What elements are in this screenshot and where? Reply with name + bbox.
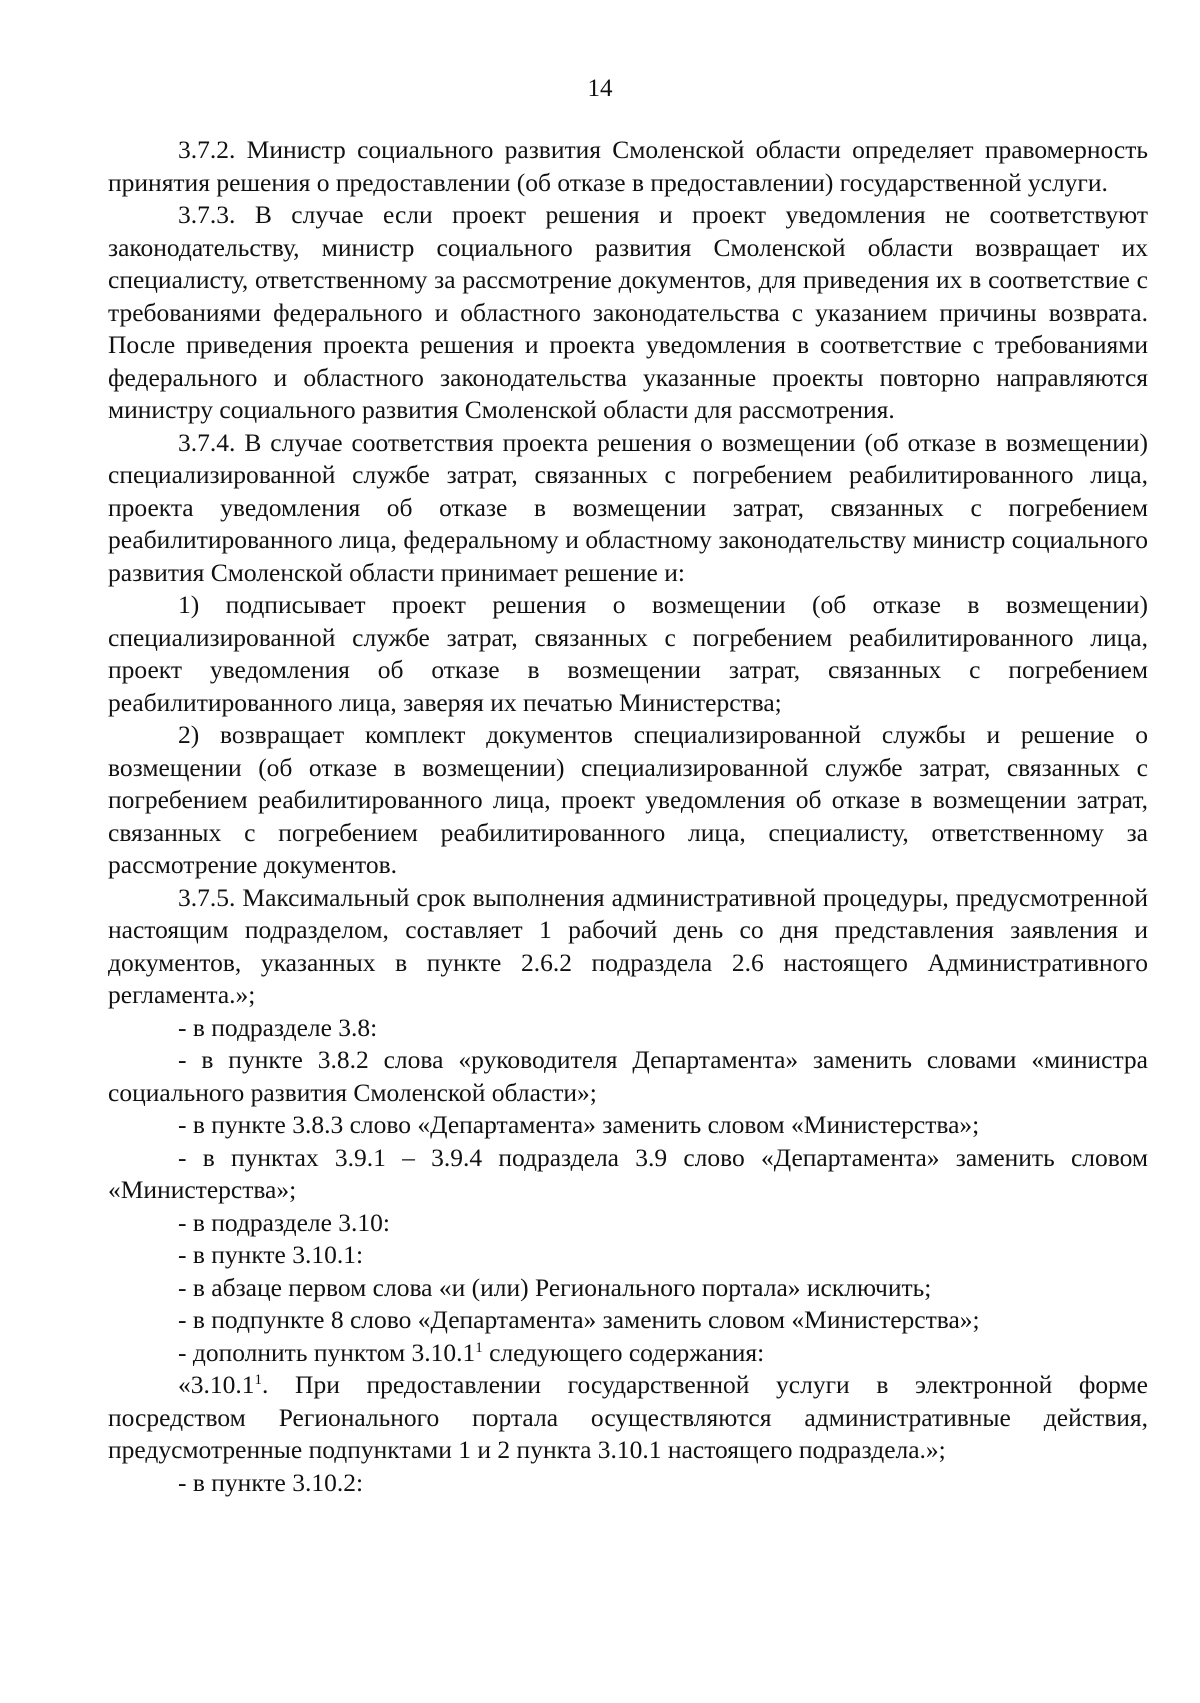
amendment-subitem-8: - в подпункте 8 слово «Департамента» заменить словом «Министерства»; <box>178 1305 980 1334</box>
amendment-item-3-8-2: - в пункте 3.8.2 слова «руководителя Департамента» заменить словами «министра социального развития Смоленской области»; <box>108 1045 1148 1107</box>
list-item-1: 1) подписывает проект решения о возмещении (об отказе в возмещении) специализированной службе затрат, связанных с погребением реабилитированного лица, проект уведомления об отказе в возмещении затрат, связанных с погребением реабилитированного лица, заверяя их печатью Министерства; <box>108 590 1148 717</box>
paragraph-3-7-2: 3.7.2. Министр социального развития Смоленской области определяет правомерность принятия решения о предоставлении (об отказе в предоставлении) государственной услуги. <box>108 135 1148 197</box>
page-number: 14 <box>587 75 613 102</box>
amendment-add-item <box>108 1337 1148 1370</box>
amendment-add-item-text: - дополнить пунктом 3.10.1 <box>178 1337 476 1367</box>
amendment-add-item-text-end: следующего содержания: <box>482 1337 765 1367</box>
document-body <box>108 134 1148 1499</box>
new-item-3-10-1-1 <box>108 1369 1148 1467</box>
amendment-items-3-9: - в пунктах 3.9.1 – 3.9.4 подраздела 3.9 слово «Департамента» заменить словом «Министерства»; <box>108 1142 1148 1204</box>
paragraph-3-7-4: 3.7.4. В случае соответствия проекта решения о возмещении (об отказе в возмещении) специализированной службе затрат, связанных с погребением реабилитированного лица, проекта уведомления об отказе в возмещении затрат, связанных с погребением реабилитированного лица, федеральному и областному законодательству министр социального развития Смоленской области принимает решение и: <box>108 427 1148 587</box>
new-item-text: . При предоставлении государственной услуги в электронной форме посредством Регионального портала осуществляются административные действия, предусмотренные подпунктами 1 и 2 пункта 3.10.1 настоящего подраздела.»; <box>108 1370 1148 1464</box>
amendment-item-3-10-2: - в пункте 3.10.2: <box>178 1467 364 1497</box>
paragraph-3-7-3: 3.7.3. В случае если проект решения и проект уведомления не соответствуют законодательству, министр социального развития Смоленской области возвращает их специалисту, ответственному за рассмотрение документов, для приведения их в соответствие с требованиями федерального и областного законодательства с указанием причины возврата. После приведения проекта решения и проекта уведомления в соответствие с требованиями федерального и областного законодательства указанные проекты повторно направляются министру социального развития Смоленской области для рассмотрения. <box>108 200 1148 424</box>
list-item-2: 2) возвращает комплект документов специализированной службы и решение о возмещении (об отказе в возмещении) специализированной службе затрат, связанных с погребением реабилитированного лица, проект уведомления об отказе в возмещении затрат, связанных с погребением реабилитированного лица, специалисту, ответственному за рассмотрение документов. <box>108 720 1148 879</box>
amendment-subsection-3-10: - в подразделе 3.10: <box>178 1207 391 1237</box>
amendment-first-paragraph: - в абзаце первом слова «и (или) Регионального портала» исключить; <box>178 1272 932 1302</box>
paragraph-3-7-5: 3.7.5. Максимальный срок выполнения административной процедуры, предусмотренной настоящим подразделом, составляет 1 рабочий день со дня представления заявления и документов, указанных в пункте 2.6.2 подраздела 2.6 настоящего Административного регламента.»; <box>108 882 1148 1009</box>
new-item-number: «3.10.1 <box>178 1370 255 1399</box>
amendment-item-3-8-3: - в пункте 3.8.3 слово «Департамента» заменить словом «Министерства»; <box>178 1110 980 1139</box>
amendment-subsection-3-8: - в подразделе 3.8: <box>178 1012 378 1042</box>
amendment-item-3-10-1: - в пункте 3.10.1: <box>178 1240 364 1269</box>
superscript-one: 1 <box>475 1339 483 1356</box>
superscript-one: 1 <box>254 1372 262 1388</box>
